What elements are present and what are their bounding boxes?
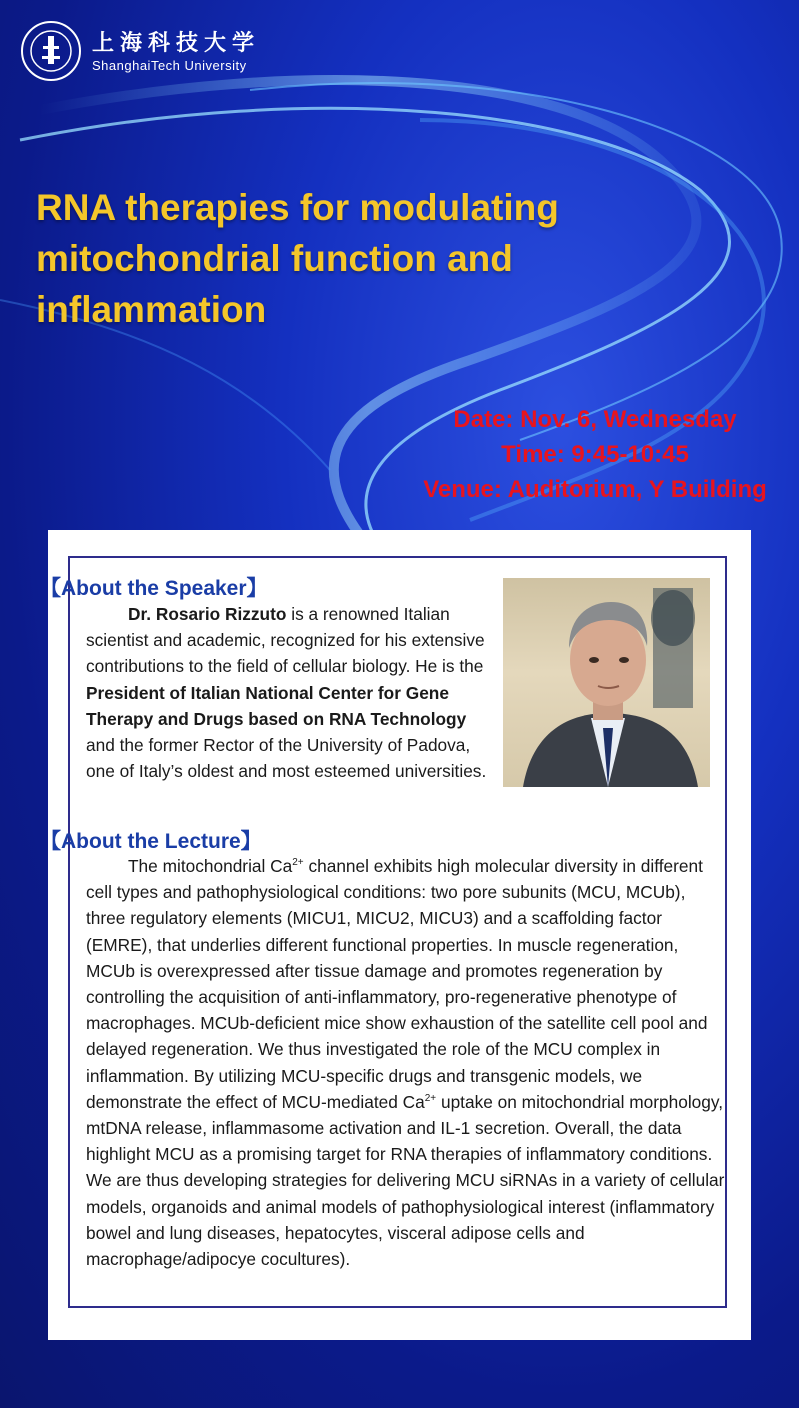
event-venue: Venue: Auditorium, Y Building: [423, 476, 767, 503]
speaker-bio: Dr. Rosario Rizzuto is a renowned Italian scientist and academic, recognized for his extensive contributions to the field of cellular biology. He is the President of Italian National Center for Gene Therapy and Drugs based on RNA Technology and the former Rector of the University of Padova, one of Italy’s oldest and most esteemed universities.: [86, 604, 487, 782]
lecture-abstract: The mitochondrial $Ca^{2+}$ channel exhibits high molecular diversity in different cell types and pathophysiological conditions: two pore subunits (MCU, MCUb), three regulatory elements (MICU1, MICU2, MICU3) and a scaffolding factor (EMRE), that underlies different functional properties. In muscle regeneration, MCUb is overexpressed after tissue damage and promotes regeneration by controlling the acquisition of anti-inflammatory, pro-regenerative phenotype of macrophages. MCUb-deficient mice show exhaustion of the satellite cell pool and delayed regeneration. We thus investigated the role of the MCU complex in inflammation. By utilizing MCU-specific drugs and transgenic models, we demonstrate the effect of MCU-mediated $Ca^{2+}$ uptake on mitochondrial morphology, mtDNA release, inflammasome activation and IL-1 secretion. Overall, the data highlight MCU as a promising target for RNA therapies of inflammatory conditions. We are thus developing strategies for delivering MCU siRNAs in a variety of cellular models, organoids and animal models of pathophysiological interest (inflammatory bowel and lung diseases, hepatocytes, visceral adipose cells and macrophage/adipocye cocultures).: [86, 856, 725, 1270]
speaker-name: Dr. Rosario Rizzuto: [128, 604, 287, 624]
university-name-en: ShanghaiTech University: [92, 58, 247, 73]
event-info: [400, 402, 790, 507]
about-speaker-heading: 【About the Speaker】: [40, 577, 268, 600]
event-date: Date: Nov. 6, Wednesday: [453, 406, 737, 433]
lecture-title: RNA therapies for modulating mitochondrial function and inflammation: [36, 187, 559, 330]
shanghaitech-seal-icon: [20, 20, 82, 82]
university-name-cn: 上海科技大学: [92, 31, 261, 56]
speaker-role: President of Italian National Center for Gene Therapy and Drugs based on RNA Technology: [86, 682, 467, 729]
about-lecture-heading: 【About the Lecture】: [40, 830, 262, 853]
event-time: Time: 9:45-10:45: [501, 441, 689, 468]
speaker-portrait-icon: [503, 578, 710, 787]
